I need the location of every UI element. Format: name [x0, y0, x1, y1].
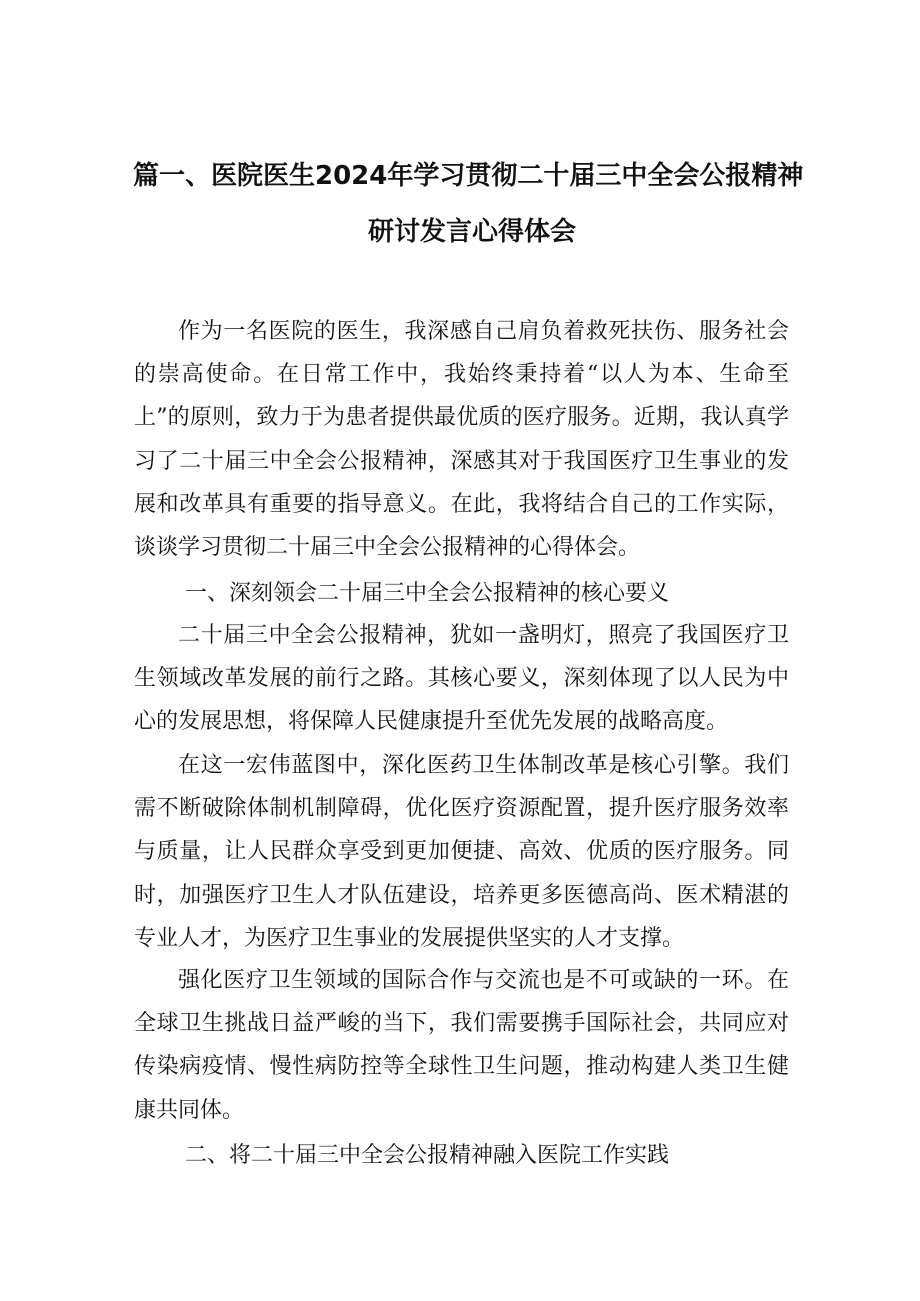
section-heading-2: 二、将二十届三中全会公报精神融入医院工作实践	[185, 1143, 670, 1168]
body-paragraph-3: 在这一宏伟蓝图中，深化医药卫生体制改革是核心引擎。我们需不断破除体制机制障碍，优化医疗资源配置，提升医疗服务效率与质量，让人民群众享受到更加便捷、高效、优质的医疗服务。同时，加强医疗卫生人才队伍建设，培养更多医德高尚、医术精湛的专业人才，为医疗卫生事业的发展提供坚实的人才支撑。	[134, 753, 789, 951]
intro-paragraph: 作为一名医院的医生，我深感自己肩负着救死扶伤、服务社会的崇高使命。在日常工作中，我始终秉持着“以人为本、生命至上”的原则，致力于为患者提供最优质的医疗服务。近期，我认真学习了二十届三中全会公报精神，深感其对于我国医疗卫生事业的发展和改革具有重要的指导意义。在此，我将结合自己的工作实际，谈谈学习贯彻二十届三中全会公报精神的心得体会。	[134, 319, 789, 561]
section-heading-1: 一、深刻领会二十届三中全会公报精神的核心要义	[185, 581, 670, 606]
body-paragraph-4: 强化医疗卫生领域的国际合作与交流也是不可或缺的一环。在全球卫生挑战日益严峻的当下，我们需要携手国际社会，共同应对传染病疫情、慢性病防控等全球性卫生问题，推动构建人类卫生健康共同体。	[134, 968, 789, 1123]
document-title-line-2: 研讨发言心得体会	[368, 217, 577, 247]
document-title-line-1: 篇一、医院医生2024年学习贯彻二十届三中全会公报精神	[133, 161, 804, 191]
body-paragraph-2: 二十届三中全会公报精神，犹如一盏明灯，照亮了我国医疗卫生领域改革发展的前行之路。其核心要义，深刻体现了以人民为中心的发展思想，将保障人民健康提升至优先发展的战略高度。	[134, 623, 789, 735]
